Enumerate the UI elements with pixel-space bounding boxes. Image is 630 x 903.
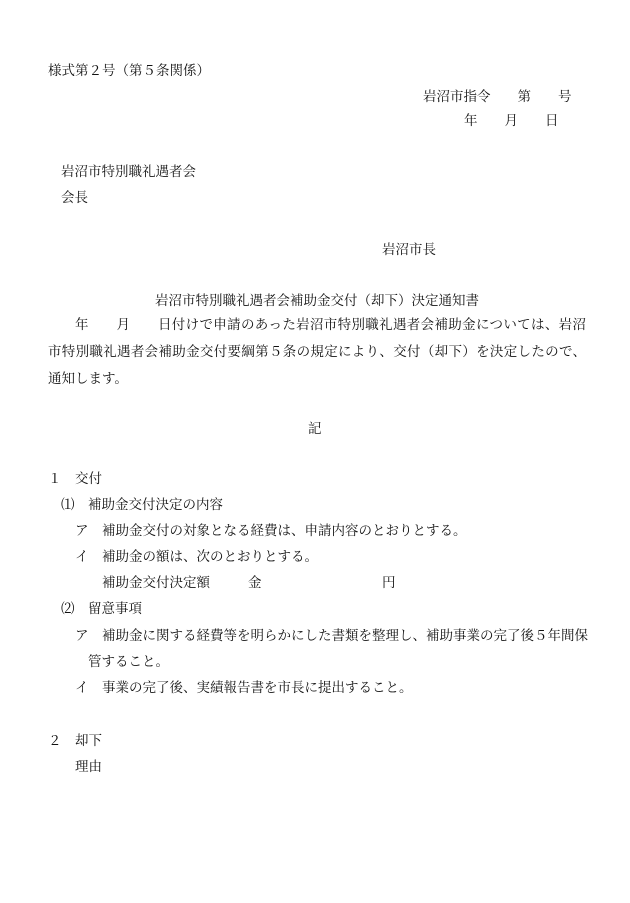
section1-sub1-heading: ⑴ 補助金交付決定の内容 xyxy=(61,497,223,513)
amount-yen: 円 xyxy=(382,575,396,591)
section1-sub2-item-a-line1: ア 補助金に関する経費等を明らかにした書類を整理し、補助事業の完了後５年間保 xyxy=(75,628,588,644)
recipient-organization: 岩沼市特別職礼遇者会 xyxy=(61,164,196,180)
section1-sub1-item-a: ア 補助金交付の対象となる経費は、申請内容のとおりとする。 xyxy=(75,523,467,539)
body-paragraph: 年 月 日付けで申請のあった岩沼市特別職礼遇者会補助金については、岩沼市特別職礼遇者会補助金交付要綱第５条の規定により、交付（却下）を決定したので、通知します。 xyxy=(48,317,586,387)
document-title: 岩沼市特別職礼遇者会補助金交付（却下）決定通知書 xyxy=(155,293,479,309)
section1-sub2-item-i: イ 事業の完了後、実績報告書を市長に提出すること。 xyxy=(75,680,413,696)
issue-date: 年 月 日 xyxy=(464,113,559,129)
amount-label: 補助金交付決定額 xyxy=(102,575,210,591)
section2-reason-label: 理由 xyxy=(75,759,102,775)
section1-heading: １ 交付 xyxy=(48,471,102,487)
section1-sub2-heading: ⑵ 留意事項 xyxy=(61,601,142,617)
section1-sub2-item-a-line2: 管すること。 xyxy=(88,654,169,670)
sender-name: 岩沼市長 xyxy=(382,242,436,258)
issue-number: 岩沼市指令 第 号 xyxy=(423,89,572,105)
section1-sub1-item-i: イ 補助金の額は、次のとおりとする。 xyxy=(75,549,318,565)
recipient-title: 会長 xyxy=(61,190,88,206)
amount-kin: 金 xyxy=(248,575,262,591)
section2-heading: ２ 却下 xyxy=(48,733,102,749)
ki-mark: 記 xyxy=(308,421,322,437)
form-label: 様式第２号（第５条関係） xyxy=(48,63,210,79)
